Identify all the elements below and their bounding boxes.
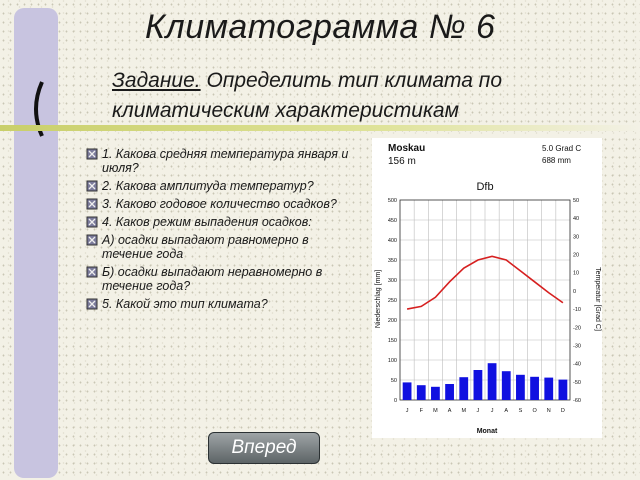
climate-chart: [372, 138, 602, 438]
y-left-tick-label: 450: [387, 218, 397, 224]
bullet-icon: [86, 216, 98, 228]
x-axis-title: Monat: [476, 428, 498, 435]
question-item: Б) осадки выпадают неравномерно в течение года?: [86, 265, 351, 293]
precip-bar: [403, 382, 412, 400]
y-right-tick-label: -50: [573, 379, 581, 386]
y-right-tick-label: 30: [573, 234, 580, 241]
month-label: S: [518, 408, 523, 414]
question-item: 2. Какова амплитуда температур?: [86, 179, 351, 193]
precip-bar: [488, 363, 497, 400]
station-elevation: 156 m: [388, 156, 416, 167]
bullet-icon: [86, 148, 98, 160]
y-left-tick-label: 0: [393, 398, 397, 404]
y-axis-left-title: Niederschlag [mm]: [375, 269, 382, 329]
bullet-icon: [86, 198, 98, 210]
month-label: A: [504, 408, 509, 414]
y-right-tick-label: 40: [573, 216, 580, 223]
y-left-tick-label: 100: [387, 358, 397, 364]
question-item: 5. Какой это тип климата?: [86, 297, 351, 311]
question-item: 4. Каков режим выпадения осадков:: [86, 215, 351, 229]
precip-bar: [445, 384, 454, 400]
mean-temp: 5.0 Grad C: [542, 144, 582, 153]
y-left-tick-label: 150: [387, 338, 397, 344]
y-right-tick-label: -60: [573, 398, 581, 404]
precip-bar: [431, 387, 440, 400]
y-right-tick-label: 10: [573, 270, 580, 277]
next-button[interactable]: Вперед: [208, 432, 320, 464]
y-axis-right-title: Temperatur [Grad C]: [594, 267, 601, 331]
month-label: O: [532, 408, 537, 414]
bullet-icon: [86, 234, 98, 246]
month-label: N: [546, 408, 551, 414]
precip-bar: [502, 371, 511, 400]
y-right-tick-label: 20: [573, 252, 580, 259]
bullet-icon: [86, 266, 98, 278]
y-right-tick-label: 0: [573, 288, 577, 295]
annual-precip: 688 mm: [542, 156, 571, 165]
month-label: M: [461, 408, 467, 414]
y-right-tick-label: -40: [573, 361, 581, 368]
precip-bar: [417, 385, 426, 400]
y-left-tick-label: 350: [387, 258, 397, 264]
chart-title: Dfb: [476, 181, 494, 193]
station-name: Moskau: [388, 143, 426, 154]
precip-bar: [544, 378, 553, 400]
month-label: D: [560, 408, 565, 414]
left-decor-bar: [14, 8, 58, 478]
y-left-tick-label: 50: [390, 378, 397, 384]
y-right-tick-label: 50: [573, 198, 580, 204]
month-label: A: [447, 408, 452, 414]
precip-bar: [530, 377, 539, 400]
question-item: 1. Какова средняя температура января и июля?: [86, 147, 351, 175]
y-right-tick-label: -10: [573, 307, 581, 314]
task-label: Задание.: [112, 69, 201, 92]
month-label: J: [476, 408, 480, 414]
month-label: M: [433, 408, 438, 414]
bullet-icon: [86, 180, 98, 192]
precip-bar: [559, 380, 568, 400]
y-right-tick-label: -30: [573, 343, 581, 350]
month-label: J: [405, 408, 409, 414]
question-item: А) осадки выпадают равномерно в течение года: [86, 233, 351, 261]
month-label: J: [490, 408, 494, 414]
y-left-tick-label: 200: [387, 318, 397, 324]
question-item: 3. Каково годовое количество осадков?: [86, 197, 351, 211]
page-title: Климатограмма № 6: [145, 8, 496, 46]
precip-bar: [516, 375, 525, 400]
y-left-tick-label: 500: [387, 198, 397, 204]
precip-bar: [459, 377, 468, 400]
climate-chart-svg: [372, 138, 602, 438]
bullet-icon: [86, 298, 98, 310]
precip-bar: [474, 370, 483, 400]
month-label: F: [419, 408, 423, 414]
y-left-tick-label: 250: [387, 298, 397, 304]
y-left-tick-label: 300: [387, 278, 397, 284]
question-list: [86, 147, 351, 315]
y-right-tick-label: -20: [573, 325, 581, 332]
y-left-tick-label: 400: [387, 238, 397, 244]
task-text: [112, 66, 612, 126]
task-body: Определить тип климата по климатическим характеристикам: [112, 69, 503, 122]
